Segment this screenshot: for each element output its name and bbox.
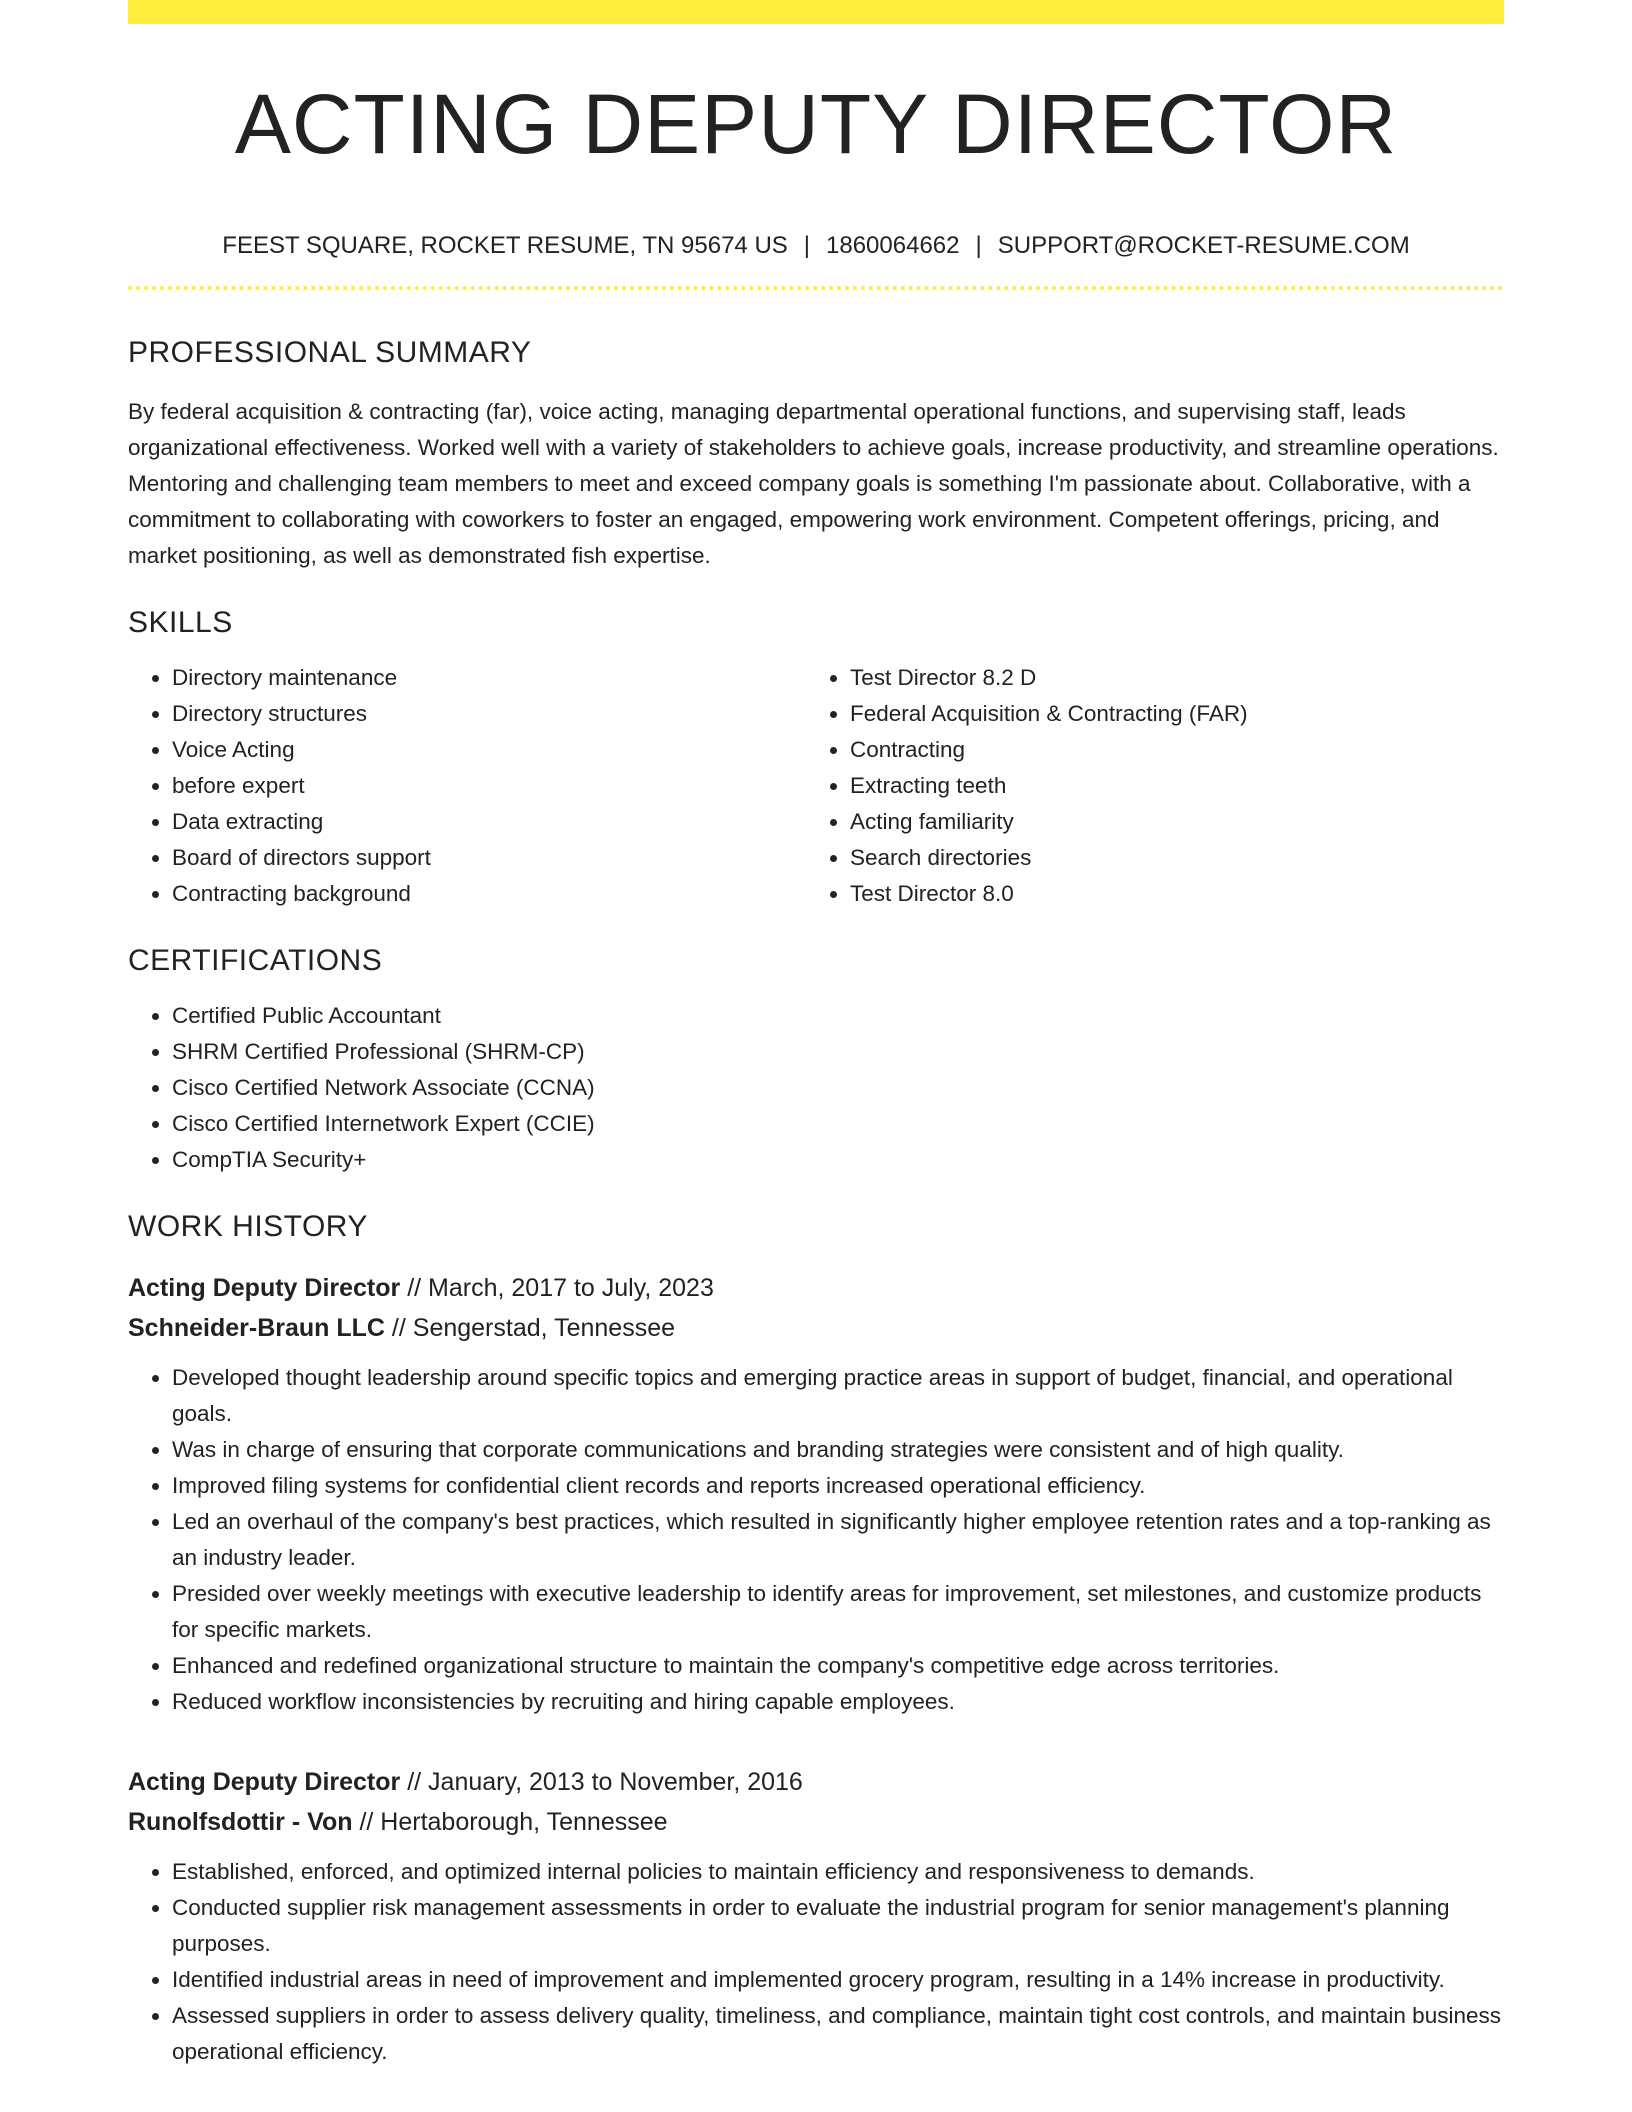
list-item: • Improved filing systems for confidential client records and reports increased operational efficiency. (172, 1468, 1504, 1504)
job-title: Acting Deputy Director (128, 1768, 401, 1796)
list-item: • Contracting background (172, 876, 806, 912)
job-company-line (128, 1802, 1504, 1842)
list-item: • Enhanced and redefined organizational structure to maintain the company's competitive edge across territories. (172, 1648, 1504, 1684)
job-location: // Sengerstad, Tennessee (384, 1314, 675, 1342)
list-item: • Test Director 8.2 D (850, 660, 1484, 696)
list-item: • Acting familiarity (850, 804, 1484, 840)
list-item: • Cisco Certified Network Associate (CCNA) (172, 1070, 1504, 1106)
list-item: • CompTIA Security+ (172, 1142, 1504, 1178)
job-company: Runolfsdottir - Von (128, 1808, 353, 1836)
list-item: • Presided over weekly meetings with executive leadership to identify areas for improvement, set milestones, and customize products for specific markets. (172, 1576, 1504, 1648)
contact-line (128, 234, 1504, 258)
certifications-heading: CERTIFICATIONS (128, 944, 383, 977)
summary-text: By federal acquisition & contracting (far), voice acting, managing departmental operational functions, and supervising staff, leads organizational effectiveness. Worked well with a variety of stakeholders to achieve goals, increase productivity, and streamline operations. Mentoring and challenging team members to meet and exceed company goals is something I'm passionate about. Collaborative, with a commitment to collaborating with coworkers to foster an engaged, empowering work environment. Competent offerings, pricing, and market positioning, as well as demonstrated fish expertise. (128, 399, 1499, 568)
list-item: • Directory structures (172, 696, 806, 732)
job-dates: // March, 2017 to July, 2023 (400, 1274, 714, 1302)
top-accent-bar (128, 0, 1504, 24)
list-item: • Certified Public Accountant (172, 998, 1504, 1034)
job-title: Acting Deputy Director (128, 1274, 401, 1302)
certifications-list (128, 998, 1504, 1178)
job-dates: // January, 2013 to November, 2016 (400, 1768, 803, 1796)
list-item: • Conducted supplier risk management assessments in order to evaluate the industrial program for senior management's planning purposes. (172, 1890, 1504, 1962)
page-title: ACTING DEPUTY DIRECTOR (234, 77, 1398, 171)
list-item: • Data extracting (172, 804, 806, 840)
contact-address: FEEST SQUARE, ROCKET RESUME, TN 95674 US (222, 232, 788, 259)
contact-email[interactable]: SUPPORT@ROCKET-RESUME.COM (997, 232, 1410, 259)
contact-separator: | (975, 232, 982, 259)
job-bullets (128, 1854, 1504, 2070)
list-item: • Cisco Certified Internetwork Expert (CCIE) (172, 1106, 1504, 1142)
summary-heading: PROFESSIONAL SUMMARY (128, 336, 532, 369)
list-item: • Test Director 8.0 (850, 876, 1484, 912)
certifications-section (128, 946, 1504, 1178)
work-history-section (128, 1212, 1504, 2070)
job-title-line (128, 1762, 1504, 1802)
list-item: • Search directories (850, 840, 1484, 876)
job-company-line (128, 1308, 1504, 1348)
skills-list-right (806, 660, 1484, 912)
list-item: • Board of directors support (172, 840, 806, 876)
job-entry (128, 1268, 1504, 1720)
list-item: • Reduced workflow inconsistencies by recruiting and hiring capable employees. (172, 1684, 1504, 1720)
list-item: • Contracting (850, 732, 1484, 768)
skills-section (128, 608, 1504, 912)
work-history-heading: WORK HISTORY (128, 1210, 368, 1243)
skills-list-left (128, 660, 806, 912)
job-entry (128, 1762, 1504, 2070)
list-item: • Assessed suppliers in order to assess delivery quality, timeliness, and compliance, maintain tight cost controls, and maintain business operational efficiency. (172, 1998, 1504, 2070)
list-item: • Established, enforced, and optimized internal policies to maintain efficiency and responsiveness to demands. (172, 1854, 1504, 1890)
contact-separator: | (803, 232, 811, 259)
skills-heading: SKILLS (128, 606, 233, 639)
list-item: • Developed thought leadership around specific topics and emerging practice areas in support of budget, financial, and operational goals. (172, 1360, 1504, 1432)
dotted-divider (128, 286, 1504, 290)
job-title-line (128, 1268, 1504, 1308)
list-item: • Federal Acquisition & Contracting (FAR) (850, 696, 1484, 732)
list-item: • Extracting teeth (850, 768, 1484, 804)
job-company: Schneider-Braun LLC (128, 1314, 385, 1342)
list-item: • before expert (172, 768, 806, 804)
resume-page (128, 0, 1504, 2070)
summary-section (128, 338, 1504, 574)
list-item: • Voice Acting (172, 732, 806, 768)
job-location: // Hertaborough, Tennessee (352, 1808, 668, 1836)
list-item: • Identified industrial areas in need of improvement and implemented grocery program, resulting in a 14% increase in productivity. (172, 1962, 1504, 1998)
list-item: • SHRM Certified Professional (SHRM-CP) (172, 1034, 1504, 1070)
job-bullets (128, 1360, 1504, 1720)
list-item: • Was in charge of ensuring that corporate communications and branding strategies were consistent and of high quality. (172, 1432, 1504, 1468)
contact-phone[interactable]: 1860064662 (826, 232, 960, 259)
list-item: • Directory maintenance (172, 660, 806, 696)
skills-columns (128, 660, 1504, 912)
list-item: • Led an overhaul of the company's best practices, which resulted in significantly higher employee retention rates and a top-ranking as an industry leader. (172, 1504, 1504, 1576)
